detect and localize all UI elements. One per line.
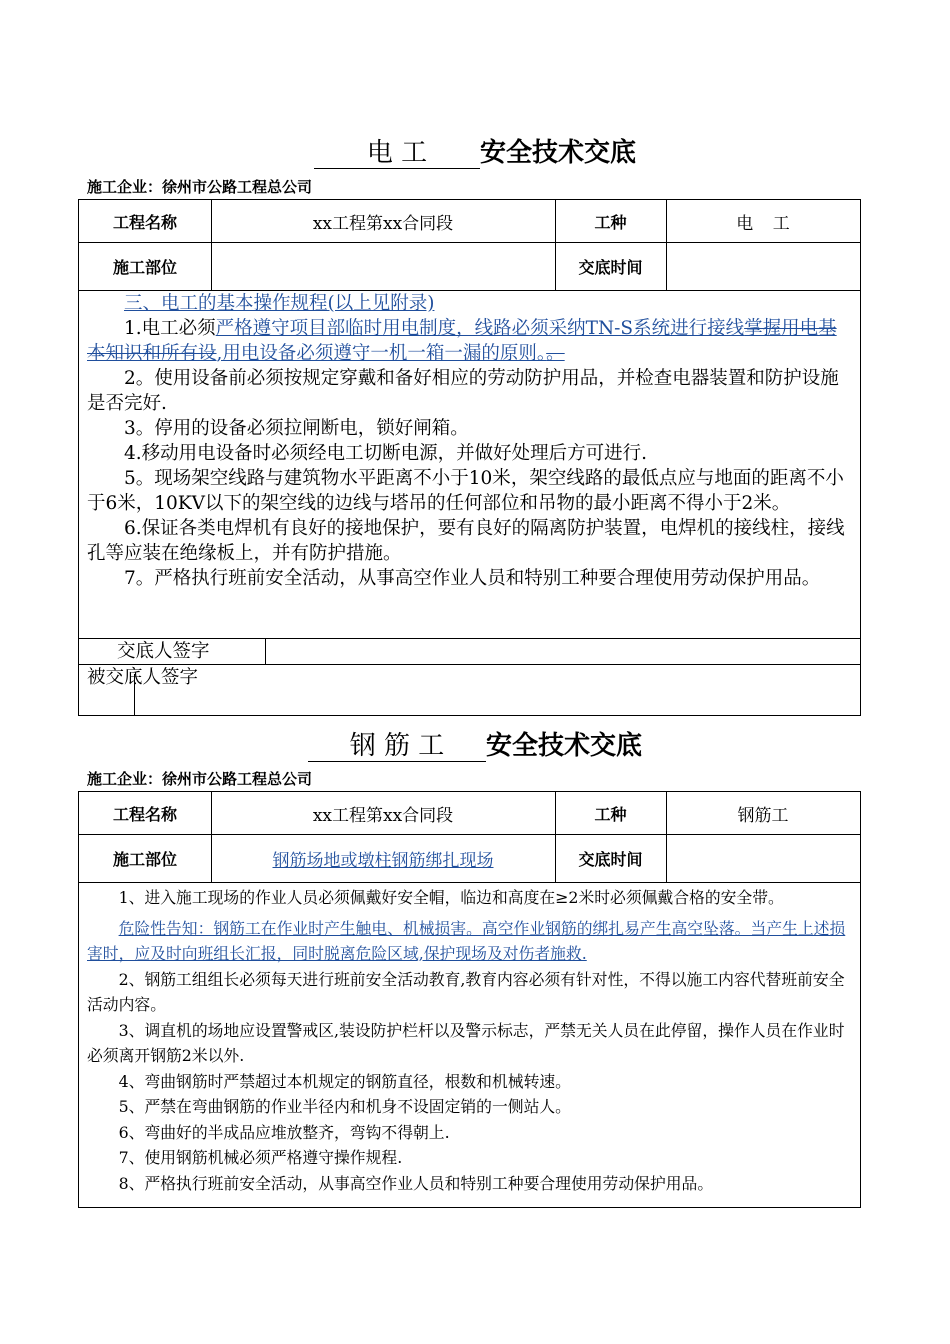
- section1-table: [78, 199, 861, 716]
- section1-item-7: 7。严格执行班前安全活动，从事高空作业人员和特别工种要合理使用劳动保护用品。: [124, 568, 821, 589]
- section2-title-worker: 钢 筋 工: [308, 731, 486, 762]
- section2-title: [0, 725, 950, 762]
- section1-title-worker: 电 工: [314, 138, 480, 169]
- section1-item-3: 3。停用的设备必须拉闸断电，锁好闸箱。: [124, 418, 469, 439]
- section2-table: [78, 791, 861, 1208]
- section2-content: [87, 885, 856, 1196]
- danger-notice: 危险性告知：钢筋工在作业时产生触电、机械损害。高空作业钢筋的绑扎易产生高空坠落。当产生上述损害时，应及时向班组长汇报，同时脱离危险区域,保护现场及对伤者施救.: [87, 918, 846, 963]
- section1-item-6: 6.保证各类电焊机有良好的接地保护，要有良好的隔离防护装置，电焊机的接线柱，接线孔等应装在绝缘板上，并有防护措施。: [87, 518, 845, 564]
- section2-item-2: 2、钢筋工组组长必须每天进行班前安全活动教育,教育内容必须有针对性，不得以施工内容代替班前安全活动内容。: [87, 969, 845, 1014]
- section2-item-4: 4、弯曲钢筋时严禁超过本机规定的钢筋直径，根数和机械转速。: [118, 1071, 571, 1091]
- handover-time-label: 交底时间: [578, 849, 643, 869]
- location-label: 施工部位: [112, 849, 177, 869]
- location-label: 施工部位: [112, 257, 177, 277]
- section1-item-4: 4.移动用电设备时必须经电工切断电源，并做好处理后方可进行.: [124, 443, 648, 464]
- section1-title: [0, 132, 950, 169]
- section2-item-6: 6、弯曲好的半成品应堆放整齐，弯钩不得朝上.: [118, 1122, 450, 1142]
- trade-value: 电 工: [736, 213, 790, 234]
- trade-label: 工种: [594, 804, 627, 824]
- section1-heading: 三、电工的基本操作规程(以上见附录): [124, 293, 435, 314]
- sign-receiver-label: 被交底人签字: [87, 667, 199, 688]
- section2-company: 施工企业：徐州市公路工程总公司: [87, 770, 313, 788]
- section2-item-8: 8、严格执行班前安全活动，从事高空作业人员和特别工种要合理使用劳动保护用品。: [118, 1173, 714, 1193]
- location-value: [211, 242, 555, 290]
- section2-item-5: 5、严禁在弯曲钢筋的作业半径内和机身不设固定销的一侧站人。: [118, 1097, 571, 1116]
- sign-giver-label: 交底人签字: [117, 641, 210, 662]
- project-name-value: xx工程第xx合同段: [312, 805, 454, 826]
- section2-item-7: 7、使用钢筋机械必须严格遵守操作规程.: [118, 1148, 403, 1167]
- trade-label: 工种: [594, 212, 627, 232]
- project-name-label: 工程名称: [112, 804, 177, 824]
- project-name-label: 工程名称: [112, 212, 177, 232]
- section1-item-1: 1.电工必须严格遵守项目部临时用电制度，线路必须采纳TN-S系统进行接线掌握用电基本知识和所有设,用电设备必须遵守一机一箱一漏的原则。。: [87, 318, 837, 364]
- section2-item-1: 1、进入施工现场的作业人员必须佩戴好安全帽，临边和高度在≥2米时必须佩戴合格的安全带。: [118, 888, 784, 907]
- handover-time-label: 交底时间: [578, 257, 643, 277]
- location-value: 钢筋场地或墩柱钢筋绑扎现场: [272, 850, 494, 871]
- section1-item-5: 5。现场架空线路与建筑物水平距离不小于10米，架空线路的最低点应与地面的距离不小于6米，10KV以下的架空线的边线与塔吊的任何部位和吊物的最小距离不得小于2米。: [87, 468, 844, 514]
- section1-title-suffix: 安全技术交底: [479, 138, 636, 168]
- project-name-value: xx工程第xx合同段: [312, 213, 454, 234]
- section2-title-suffix: 安全技术交底: [485, 731, 642, 761]
- handover-time-value: [666, 242, 860, 290]
- handover-time-value: [666, 834, 860, 882]
- trade-value: 钢筋工: [737, 805, 789, 826]
- section1-content: [87, 291, 854, 591]
- section1-item-2: 2。使用设备前必须按规定穿戴和备好相应的劳动防护用品，并检查电器装置和防护设施是否完好.: [87, 368, 839, 414]
- section2-item-3: 3、调直机的场地应设置警戒区,装设防护栏杆以及警示标志，严禁无关人员在此停留，操作人员在作业时必须离开钢筋2米以外.: [87, 1020, 845, 1065]
- section1-company: 施工企业：徐州市公路工程总公司: [87, 178, 313, 196]
